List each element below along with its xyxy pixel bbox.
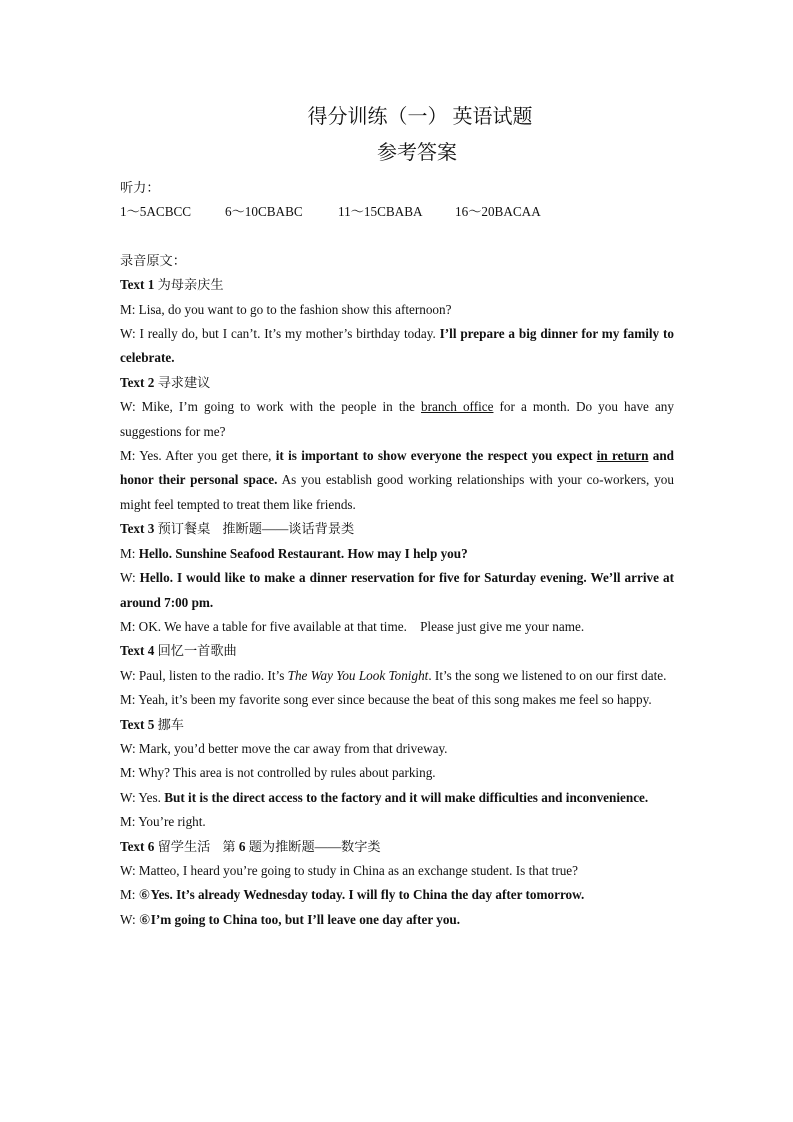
text-5-line-3-a: W: Yes. <box>120 789 165 805</box>
page-title: 得分训练（一） 英语试题 <box>307 106 533 128</box>
text-1-topic: 为母亲庆生 <box>154 277 224 293</box>
text-3-speaker-2: W: <box>120 570 140 586</box>
text-5-heading <box>120 713 674 737</box>
text-5-line-3 <box>120 786 674 810</box>
text-4-topic: 回忆一首歌曲 <box>154 643 237 659</box>
text-4-number: Text 4 <box>120 643 155 659</box>
text-2-line-1 <box>120 395 674 444</box>
answer-range-3: 11～15CBABA <box>338 204 423 220</box>
text-3-line-1-key: Hello. Sunshine Seafood Restaurant. How may I help you? <box>138 545 468 561</box>
text-2-heading <box>120 371 674 395</box>
text-3-line-2-key: Hello. I would like to make a dinner reservation for five for Saturday evening. We’ll arrive at around 7:00 pm. <box>120 570 674 610</box>
text-6-line-2 <box>120 883 674 907</box>
text-3-number: Text 3 <box>120 521 155 537</box>
text-6-number: Text 6 <box>120 838 155 854</box>
answer-range-1: 1～5ACBCC <box>120 204 192 220</box>
text-6-topic: 留学生活 <box>154 838 211 854</box>
answer-range-2: 6～10CBABC <box>225 204 303 220</box>
text-6-heading <box>120 835 674 859</box>
text-4-heading <box>120 639 674 663</box>
text-1-line-2-key: I’ll prepare a big dinner for my family to celebrate. <box>120 326 674 366</box>
text-5-number: Text 5 <box>120 716 155 732</box>
text-6-question-type-b: 题为推断题——数字类 <box>245 838 381 854</box>
text-6-line-1: W: Matteo, I heard you’re going to study in China as an exchange student. Is that true? <box>120 862 579 878</box>
text-4-line-1 <box>120 664 674 688</box>
text-3-line-2 <box>120 566 674 615</box>
text-6-line-3 <box>120 908 674 932</box>
answer-sheet-page <box>120 100 674 932</box>
text-4-line-2: M: Yeah, it’s been my favorite song ever since because the beat of this song makes me feel so happy. <box>120 692 652 708</box>
text-5-line-4: M: You’re right. <box>120 814 206 830</box>
page-subtitle: 参考答案 <box>377 142 457 164</box>
text-2-line-2-a: M: Yes. After you get there, <box>120 448 276 464</box>
text-1-heading <box>120 273 674 297</box>
text-5-line-2: M: Why? This area is not controlled by rules about parking. <box>120 765 436 781</box>
text-5-line-3-key: But it is the direct access to the factory and it will make difficulties and inconvenience. <box>164 789 649 805</box>
text-2-line-1-b: for a month. Do you have any suggestions for me? <box>120 399 674 439</box>
text-2-topic: 寻求建议 <box>154 374 211 390</box>
text-6-line-3-key: I’m going to China too, but I’ll leave one day after you. <box>150 911 461 927</box>
text-6-question-type-a: 第 <box>222 838 239 854</box>
text-3-speaker-1: M: <box>120 545 139 561</box>
text-2-line-2-b: As you establish good working relationships with your co-workers, you might feel tempted to treat them like friends. <box>120 472 674 512</box>
text-2-underlined-phrase: branch office <box>421 399 494 415</box>
text-5-line-1: W: Mark, you’d better move the car away from that driveway. <box>120 740 448 756</box>
text-2-key-b: and honor their personal space. <box>120 448 674 488</box>
answer-range-4: 16～20BACAA <box>455 204 541 220</box>
text-5-topic: 挪车 <box>154 716 184 732</box>
text-6-question-number: 6 <box>238 838 246 854</box>
text-6-line-3-marker: W: ⑥ <box>120 911 151 927</box>
text-3-line-3: M: OK. We have a table for five available at that time. Please just give me your name. <box>120 618 585 634</box>
text-3-line-1 <box>120 542 674 566</box>
text-3-topic: 预订餐桌 <box>154 521 211 537</box>
text-6-line-2-marker: M: ⑥ <box>120 887 151 903</box>
text-1-line-2 <box>120 322 674 371</box>
answer-key <box>120 200 674 224</box>
text-2-line-2 <box>120 444 674 517</box>
text-1-line-1: M: Lisa, do you want to go to the fashion show this afternoon? <box>120 301 452 317</box>
text-2-number: Text 2 <box>120 374 155 390</box>
text-4-line-1-a: W: Paul, listen to the radio. It’s <box>120 667 288 683</box>
text-1-number: Text 1 <box>120 277 155 293</box>
text-2-key-underlined: in return <box>596 448 649 464</box>
song-title: The Way You Look Tonight <box>287 667 429 683</box>
listening-label: 听力： <box>120 180 160 195</box>
text-1-line-2-plain: W: I really do, but I can’t. It’s my mother’s birthday today. <box>120 326 440 342</box>
text-2-line-1-a: W: Mike, I’m going to work with the people in the <box>120 399 421 415</box>
text-3-question-type: 推断题——谈话背景类 <box>222 521 355 537</box>
text-4-line-1-b: . It’s the song we listened to on our first date. <box>428 667 667 683</box>
text-3-heading <box>120 517 674 541</box>
text-6-line-2-key: Yes. It’s already Wednesday today. I will fly to China the day after tomorrow. <box>150 887 585 903</box>
text-2-key-a: it is important to show everyone the respect you expect <box>275 448 597 464</box>
transcript-label: 录音原文： <box>120 252 186 268</box>
